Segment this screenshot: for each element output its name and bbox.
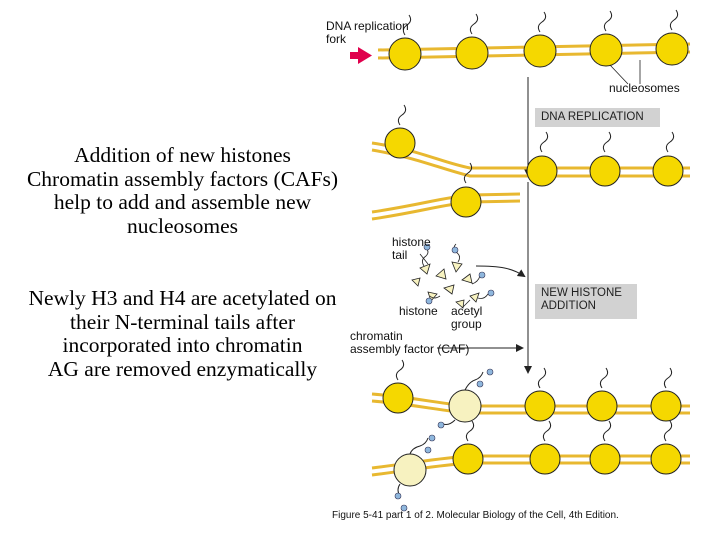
histone-label: histone (399, 304, 438, 318)
label-line: chromatin (350, 329, 403, 343)
step-histone-addition-box (535, 284, 637, 319)
histone-tail-label (392, 236, 431, 262)
text-line: Newly H3 and H4 are acetylated on (28, 286, 337, 310)
figure-caption: Figure 5-41 part 1 of 2. Molecular Biology of the Cell, 4th Edition. (332, 510, 619, 521)
label-line: acetyl (451, 304, 483, 318)
step-label: NEW HISTONE (541, 287, 622, 299)
nucleosome (456, 14, 488, 69)
text-line: incorporated into chromatin (62, 333, 303, 357)
text-line: nucleosomes (126, 213, 239, 238)
text-line: help to add and assemble new (53, 190, 312, 214)
daughter-nucleosomes-upper (383, 360, 681, 425)
fork-label (326, 20, 409, 46)
nucleosomes-label: nucleosomes (609, 81, 680, 95)
text-line: Addition of new histones (74, 143, 291, 167)
nucleosome (656, 10, 688, 65)
label-line: DNA replication (326, 19, 409, 33)
text-line: AG are removed enzymatically (47, 356, 318, 381)
label-line: fork (326, 32, 347, 46)
label-line: histone (392, 235, 431, 249)
replication-fork-arrow-icon (350, 47, 372, 64)
step-label: ADDITION (541, 300, 596, 312)
step-replication-box (535, 108, 660, 127)
parental-nucleosomes (389, 10, 688, 70)
label-line: assembly factor (CAF) (350, 342, 470, 356)
text-line: their N-terminal tails after (69, 309, 296, 334)
nucleosome (524, 12, 556, 67)
text-line: Chromatin assembly factors (CAFs) (26, 166, 339, 191)
acetyl-group-label (451, 305, 482, 331)
label-line: group (451, 317, 482, 331)
nucleosome (590, 11, 622, 66)
caf-label (350, 330, 469, 356)
step-label: DNA REPLICATION (541, 111, 644, 123)
label-line: tail (392, 248, 408, 262)
